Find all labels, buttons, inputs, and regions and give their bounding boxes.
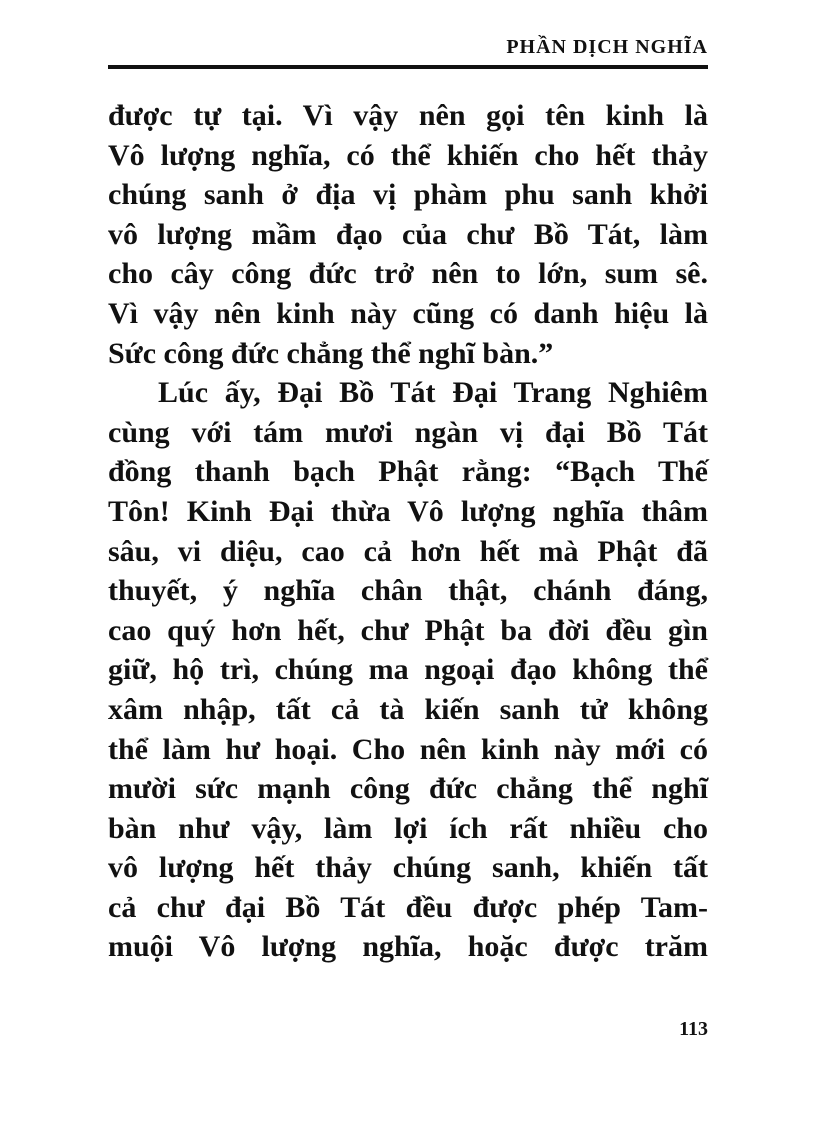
page-number: 113 [679,1018,708,1040]
text-line: bàn như vậy, làm lợi ích rất nhiều cho [108,811,708,845]
text-line: vô lượng hết thảy chúng sanh, khiến tất [108,851,708,885]
text-line: cho cây công đức trở nên to lớn, sum sê. [108,257,708,291]
text-line: mười sức mạnh công đức chẳng thể nghĩ [108,772,708,806]
running-header: PHẦN DỊCH NGHĨA [506,36,708,58]
paragraph-end-line: Sức công đức chẳng thể nghĩ bàn.” [108,336,554,370]
text-line: cùng với tám mươi ngàn vị đại Bồ Tát [108,415,708,449]
text-line: thể làm hư hoại. Cho nên kinh này mới có [108,732,708,766]
text-line: cả chư đại Bồ Tát đều được phép Tam- [108,890,708,924]
text-line: giữ, hộ trì, chúng ma ngoại đạo không thể [108,653,708,687]
paragraph-start-line: Lúc ấy, Đại Bồ Tát Đại Trang Nghiêm [158,376,708,410]
text-line: thuyết, ý nghĩa chân thật, chánh đáng, [108,574,708,608]
body-text [108,96,708,967]
text-line: được tự tại. Vì vậy nên gọi tên kinh là [108,99,708,132]
text-line: sâu, vi diệu, cao cả hơn hết mà Phật đã [108,534,708,568]
text-line: Vì vậy nên kinh này cũng có danh hiệu là [108,296,708,330]
text-line: cao quý hơn hết, chư Phật ba đời đều gìn [108,613,708,647]
text-line: vô lượng mầm đạo của chư Bồ Tát, làm [108,217,708,251]
text-line: Tôn! Kinh Đại thừa Vô lượng nghĩa thâm [108,494,708,528]
text-line: đồng thanh bạch Phật rằng: “Bạch Thế [108,455,708,489]
text-line: chúng sanh ở địa vị phàm phu sanh khởi [108,178,708,212]
text-line: xâm nhập, tất cả tà kiến sanh tử không [108,692,708,726]
header-rule [108,65,708,69]
text-line: muội Vô lượng nghĩa, hoặc được trăm [108,930,708,964]
text-line: Vô lượng nghĩa, có thể khiến cho hết thảy [108,138,708,172]
